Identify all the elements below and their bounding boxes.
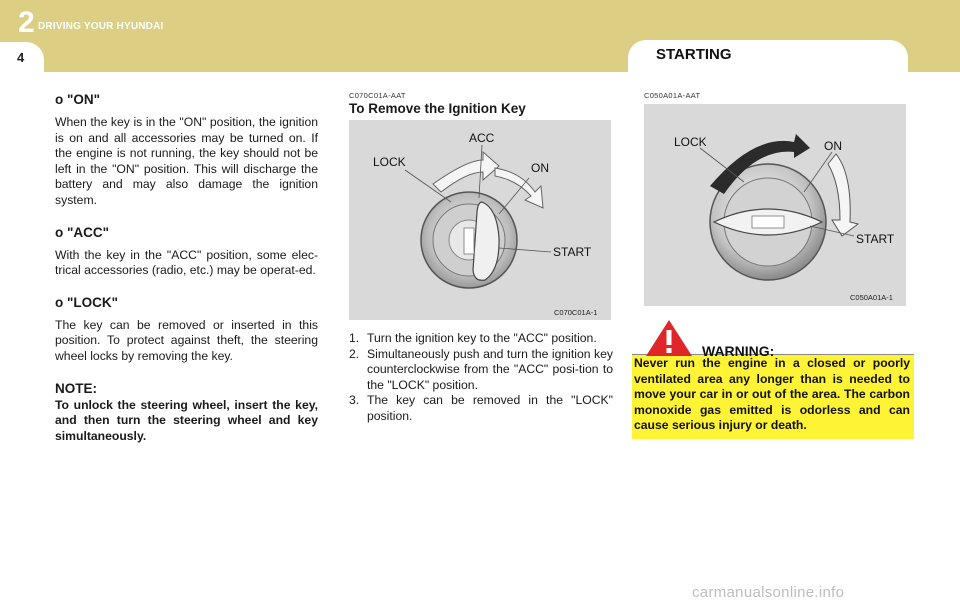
warning-title: WARNING: (702, 343, 775, 359)
on-heading: o "ON" (55, 92, 101, 107)
step-text: Simultaneously push and turn the ignition key counterclockwise from the "ACC" posi-tion to the "LOCK" position. (367, 346, 613, 392)
lock-label: LOCK (674, 135, 707, 149)
ignition-figure-1 (349, 120, 611, 320)
step-item (349, 393, 613, 424)
step-text: The key can be removed in the "LOCK" position. (367, 393, 613, 423)
warning-text: Never run the engine in a closed or poorly ventilated area any longer than is needed to move your car in or out of the area. The carbon monoxide gas emitted is odorless and can cause serious injury or death. (634, 356, 910, 433)
on-label: ON (531, 161, 549, 175)
section-code-2: C050A01A-AAT (644, 91, 701, 100)
rotation-arrow-right (828, 154, 858, 236)
step-number: 1. (349, 331, 360, 345)
start-label: START (553, 245, 592, 259)
on-text: When the key is in the "ON" position, the ignition is on and all accessories may be turned on. If the engine is not running, the key should not be left in the "ON" position. This will discharge the battery and may also damage the ignition system. (55, 115, 318, 207)
lock-text: The key can be removed or inserted in this position. To protect against theft, the steering wheel locks by removing the key. (55, 317, 318, 363)
chapter-title: DRIVING YOUR HYUNDAI (38, 21, 164, 32)
step-text: Turn the ignition key to the "ACC" position. (367, 331, 597, 345)
warning-icon (644, 318, 694, 358)
page-number: 4 (17, 50, 25, 65)
note-heading: NOTE: (55, 380, 97, 396)
chapter-number: 2 (18, 6, 35, 39)
figure-code: C050A01A-1 (850, 293, 893, 302)
figure-code: C070C01A-1 (554, 308, 598, 317)
remove-key-title: To Remove the Ignition Key (349, 101, 526, 116)
ignition-diagram-1 (349, 120, 611, 320)
ignition-figure-2 (644, 104, 906, 306)
removal-steps (349, 331, 613, 425)
step-number: 2. (349, 346, 360, 361)
ignition-diagram-2 (644, 104, 906, 306)
acc-heading: o "ACC" (55, 224, 110, 240)
start-label: START (856, 232, 895, 246)
acc-label: ACC (469, 131, 495, 145)
rotation-arrow-left (433, 152, 499, 192)
section-title: STARTING (656, 46, 732, 63)
acc-text: With the key in the "ACC" position, some elec-trical accessories (radio, etc.) may be operat-ed. (55, 247, 318, 278)
lock-heading: o "LOCK" (55, 294, 119, 310)
footer-watermark: carmanualsonline.info (692, 584, 845, 601)
on-label: ON (824, 139, 842, 153)
step-item (349, 347, 613, 394)
step-item (349, 331, 613, 347)
left-column (55, 92, 318, 444)
section-code: C070C01A-AAT (349, 91, 406, 100)
note-text: To unlock the steering wheel, insert the key, and then turn the steering wheel and key simultaneously. (55, 397, 318, 443)
step-number: 3. (349, 393, 360, 408)
lock-label: LOCK (373, 155, 406, 169)
